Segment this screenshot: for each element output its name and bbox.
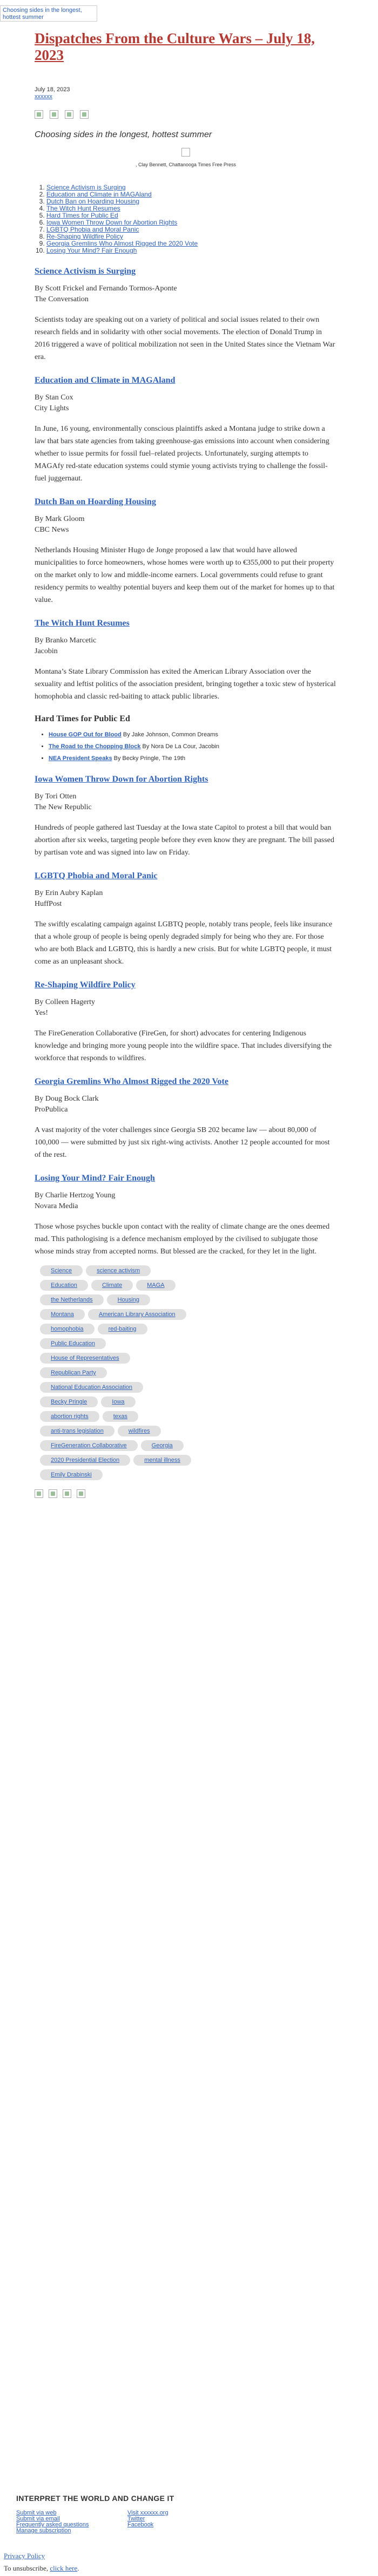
footer xyxy=(16,2494,351,2534)
hard-times-byline: By Jake Johnson, Common Dreams xyxy=(121,731,218,738)
article-byline: By Branko Marcetic xyxy=(35,636,97,645)
hard-times-item xyxy=(49,755,337,762)
article-publication: Jacobin xyxy=(35,647,58,655)
tag-chip[interactable]: red-baiting xyxy=(98,1324,147,1334)
linkedin-icon[interactable] xyxy=(65,110,73,119)
footer-link[interactable]: Submit via email xyxy=(16,2516,60,2522)
article-title[interactable]: Dutch Ban on Hoarding Housing xyxy=(35,497,156,506)
footer-link[interactable]: Visit xxxxxx.org xyxy=(127,2510,168,2516)
tag-chip[interactable]: Housing xyxy=(107,1294,150,1305)
toc-link[interactable]: Re-Shaping Wildfire Policy xyxy=(46,233,124,240)
article-publication: CBC News xyxy=(35,526,69,534)
footer-heading: INTERPRET THE WORLD AND CHANGE IT xyxy=(16,2494,174,2503)
footer-link[interactable]: Frequently asked questions xyxy=(16,2521,89,2528)
twitter-icon[interactable] xyxy=(50,110,58,119)
email-icon[interactable] xyxy=(77,1489,85,1498)
image-placeholder-icon xyxy=(181,148,190,157)
privacy-policy xyxy=(4,2552,45,2560)
tag-chip[interactable]: texas xyxy=(103,1411,138,1422)
tag-row xyxy=(40,1426,337,1440)
hard-times-link[interactable]: NEA President Speaks xyxy=(49,755,112,762)
tag-row xyxy=(40,1411,337,1426)
hero-image xyxy=(35,148,337,162)
article-summary: Those whose psyches buckle upon contact with the reality of climate change are the ones deemed mad. This pathologising is a defence mechanism employed by the civilised to subjugate those whose minds stray from accepted norms. But blessed are the cracked, for they let in the light. xyxy=(35,1223,330,1256)
unsubscribe-link[interactable]: click here xyxy=(50,2564,78,2572)
tag-chip[interactable]: 2020 Presidential Election xyxy=(40,1455,130,1466)
tag-row xyxy=(40,1309,337,1324)
toc-link[interactable]: Education and Climate in MAGAland xyxy=(46,191,152,198)
tag-chip[interactable]: science activism xyxy=(86,1265,151,1276)
twitter-icon[interactable] xyxy=(49,1489,57,1498)
section-heading-hard-times: Hard Times for Public Ed xyxy=(35,714,130,723)
tag-chip[interactable]: homophobia xyxy=(40,1324,94,1334)
hard-times-byline: By Nora De La Cour, Jacobin xyxy=(140,743,220,750)
article-title[interactable]: LGBTQ Phobia and Moral Panic xyxy=(35,871,158,880)
privacy-policy-link[interactable]: Privacy Policy xyxy=(4,2552,45,2560)
article-summary: In June, 16 young, environmentally conscious plaintiffs asked a Montana judge to strike down a law that bars state agencies from taking greenhouse-gas emissions into account when considering whether to issue permits for fossil fuel–related projects. Unfortunately, surging attempts to MAGAfy red-state education systems could stymie young activists trying to challenge the fossil-fuel juggernaut. xyxy=(35,425,329,483)
hard-times-item xyxy=(49,743,337,750)
page-subtitle: Choosing sides in the longest, hottest summer xyxy=(35,130,212,139)
article-title[interactable]: Iowa Women Throw Down for Abortion Rights xyxy=(35,775,208,784)
toc-link[interactable]: The Witch Hunt Resumes xyxy=(46,205,120,212)
toc-link[interactable]: Iowa Women Throw Down for Abortion Rights xyxy=(46,219,178,226)
article-summary: Hundreds of people gathered last Tuesday at the Iowa state Capitol to protest a bill that would ban abortion after six weeks, targeting people before they even know they are pregnant. The bill passed by partisan vote and was signed into law on Friday. xyxy=(35,824,335,857)
footer-left-links xyxy=(16,2510,127,2534)
table-of-contents xyxy=(35,184,337,254)
toc-link[interactable]: Georgia Gremlins Who Almost Rigged the 2020 Vote xyxy=(46,240,198,247)
footer-link[interactable]: Facebook xyxy=(127,2521,154,2528)
facebook-icon[interactable] xyxy=(35,110,43,119)
tag-chip[interactable]: abortion rights xyxy=(40,1411,99,1422)
tag-chip[interactable]: Georgia xyxy=(141,1440,184,1451)
article-byline: By Tori Otten xyxy=(35,792,77,801)
header-banner-image[interactable]: Choosing sides in the longest, hottest summer xyxy=(0,5,97,22)
article-publication: Yes! xyxy=(35,1009,49,1017)
tag-chip[interactable]: MAGA xyxy=(136,1280,175,1291)
article-byline: By Scott Frickel and Fernando Tormos-Aponte xyxy=(35,284,177,293)
tag-chip[interactable]: National Education Association xyxy=(40,1382,143,1393)
article-summary: A vast majority of the voter challenges since Georgia SB 202 became law — about 80,000 of 100,000 — were submitted by just six right-wing activists. Another 12 people accounted for most of the rest. xyxy=(35,1126,330,1159)
tag-chip[interactable]: Public Education xyxy=(40,1338,106,1349)
hard-times-link[interactable]: House GOP Out for Blood xyxy=(49,731,122,738)
tag-chip[interactable]: Climate xyxy=(91,1280,133,1291)
article-title[interactable]: The Witch Hunt Resumes xyxy=(35,619,130,628)
article-title[interactable]: Education and Climate in MAGAland xyxy=(35,376,176,385)
unsubscribe-line xyxy=(4,2564,79,2573)
tag-chip[interactable]: Science xyxy=(40,1265,83,1276)
newsletter-column xyxy=(35,30,337,1499)
article-summary: Montana’s State Library Commission has exited the American Library Association over the sexuality and leftist politics of the association president, bringing together a toxic stew of hysterical homophobia and classic red-baiting to attack public libraries. xyxy=(35,668,336,701)
tag-row xyxy=(40,1397,337,1411)
footer-link[interactable]: Twitter xyxy=(127,2516,145,2522)
toc-link[interactable]: Hard Times for Public Ed xyxy=(46,212,118,219)
tag-chip[interactable]: Becky Pringle xyxy=(40,1397,98,1407)
tag-row xyxy=(40,1324,337,1338)
article-summary: The FireGeneration Collaborative (FireGen, for short) advocates for centering Indigenous knowledge and bringing more young people into the wildfire space. That includes diversifying the workforce that responds to wildfires. xyxy=(35,1029,332,1062)
article-byline: By Charlie Hertzog Young xyxy=(35,1191,116,1199)
tag-row xyxy=(40,1353,337,1367)
article-publication: City Lights xyxy=(35,404,69,412)
unsubscribe-suffix: . xyxy=(77,2564,79,2572)
tag-chip[interactable]: anti-trans legislation xyxy=(40,1426,114,1436)
article-byline: By Stan Cox xyxy=(35,394,73,402)
article-summary: The swiftly escalating campaign against LGBTQ people, notably trans people, feels like insurance that a whole group of people is being openly degraded simply for being who they are. For those who are both Black and LGBTQ, this is hardly a new crisis. But for white LGBTQ people, it must come as an unpleasant shock. xyxy=(35,920,333,966)
share-icons-bottom xyxy=(35,1489,337,1499)
article-title[interactable]: Georgia Gremlins Who Almost Rigged the 2020 Vote xyxy=(35,1077,228,1086)
article-summary: Scientists today are speaking out on a variety of political and social issues related to their own research fields and in solidarity with other social movements. The election of Donald Trump in 2016 triggered a wave of political mobilization not seen in the United States since the Vietnam War era. xyxy=(35,316,335,361)
unsubscribe-text: To unsubscribe, xyxy=(4,2564,50,2572)
article-publication: The Conversation xyxy=(35,295,89,303)
tag-chip[interactable]: Montana xyxy=(40,1309,85,1320)
tag-chip[interactable]: American Library Association xyxy=(88,1309,186,1320)
email-icon[interactable] xyxy=(80,110,89,119)
tag-row xyxy=(40,1440,337,1455)
article-publication: ProPublica xyxy=(35,1106,68,1114)
article-summary: Netherlands Housing Minister Hugo de Jonge proposed a law that would have allowed municipalities to force homeowners, whose homes were worth up to €355,000 to put their property on the market only to low and middle-income earners. Local governments could refuse to grant residency permits to wealthy potential buyers and keep them out of the market for homes up to that value. xyxy=(35,546,335,604)
hard-times-link[interactable]: The Road to the Chopping Block xyxy=(49,743,141,750)
article-publication: The New Republic xyxy=(35,803,92,811)
hard-times-links xyxy=(35,731,337,762)
author-link[interactable]: xxxxxx xyxy=(35,93,52,100)
hero-credit: , Clay Bennett, Chattanooga Times Free Press xyxy=(135,162,237,167)
tag-chip[interactable]: mental illness xyxy=(133,1455,191,1466)
article-byline: By Doug Bock Clark xyxy=(35,1095,99,1103)
tag-row xyxy=(40,1280,337,1294)
tag-chip[interactable]: wildfires xyxy=(118,1426,161,1436)
tag-row xyxy=(40,1265,337,1280)
article-title[interactable]: Losing Your Mind? Fair Enough xyxy=(35,1174,155,1183)
tag-row xyxy=(40,1469,337,1484)
hard-times-item xyxy=(49,731,337,738)
article-publication: HuffPost xyxy=(35,900,62,908)
tag-list xyxy=(35,1265,337,1484)
article-byline: By Colleen Hagerty xyxy=(35,998,95,1006)
tag-chip[interactable]: Education xyxy=(40,1280,88,1291)
tag-chip[interactable]: Iowa xyxy=(101,1397,135,1407)
share-icons-top xyxy=(35,110,337,120)
issue-date: July 18, 2023 xyxy=(35,86,70,93)
footer-link[interactable]: Manage subscription xyxy=(16,2527,71,2534)
tag-row xyxy=(40,1338,337,1353)
toc-link[interactable]: Science Activism is Surging xyxy=(46,184,126,191)
tag-chip[interactable]: FireGeneration Collaborative xyxy=(40,1440,138,1451)
toc-link[interactable]: LGBTQ Phobia and Moral Panic xyxy=(46,226,139,233)
tag-chip[interactable]: Republican Party xyxy=(40,1367,107,1378)
article-title[interactable]: Re-Shaping Wildfire Policy xyxy=(35,980,136,989)
tag-chip[interactable]: House of Representatives xyxy=(40,1353,130,1364)
toc-link[interactable]: Dutch Ban on Hoarding Housing xyxy=(46,198,140,205)
article-byline: By Erin Aubry Kaplan xyxy=(35,889,103,897)
tag-row xyxy=(40,1367,337,1382)
tag-chip[interactable]: Emily Drabinski xyxy=(40,1469,103,1480)
facebook-icon[interactable] xyxy=(35,1489,43,1498)
linkedin-icon[interactable] xyxy=(63,1489,71,1498)
tag-row xyxy=(40,1455,337,1469)
tag-chip[interactable]: the Netherlands xyxy=(40,1294,104,1305)
tag-row xyxy=(40,1294,337,1309)
article-byline: By Mark Gloom xyxy=(35,515,85,523)
toc-item xyxy=(46,247,337,254)
tag-row xyxy=(40,1382,337,1397)
page-title[interactable]: Dispatches From the Culture Wars – July 18, 2023 xyxy=(35,30,315,63)
footer-right-links xyxy=(127,2510,239,2534)
hard-times-byline: By Becky Pringle, The 19th xyxy=(112,755,186,762)
article-publication: Novara Media xyxy=(35,1202,78,1210)
article-title[interactable]: Science Activism is Surging xyxy=(35,267,136,276)
footer-link[interactable]: Submit via web xyxy=(16,2510,57,2516)
toc-link[interactable]: Losing Your Mind? Fair Enough xyxy=(46,247,137,254)
